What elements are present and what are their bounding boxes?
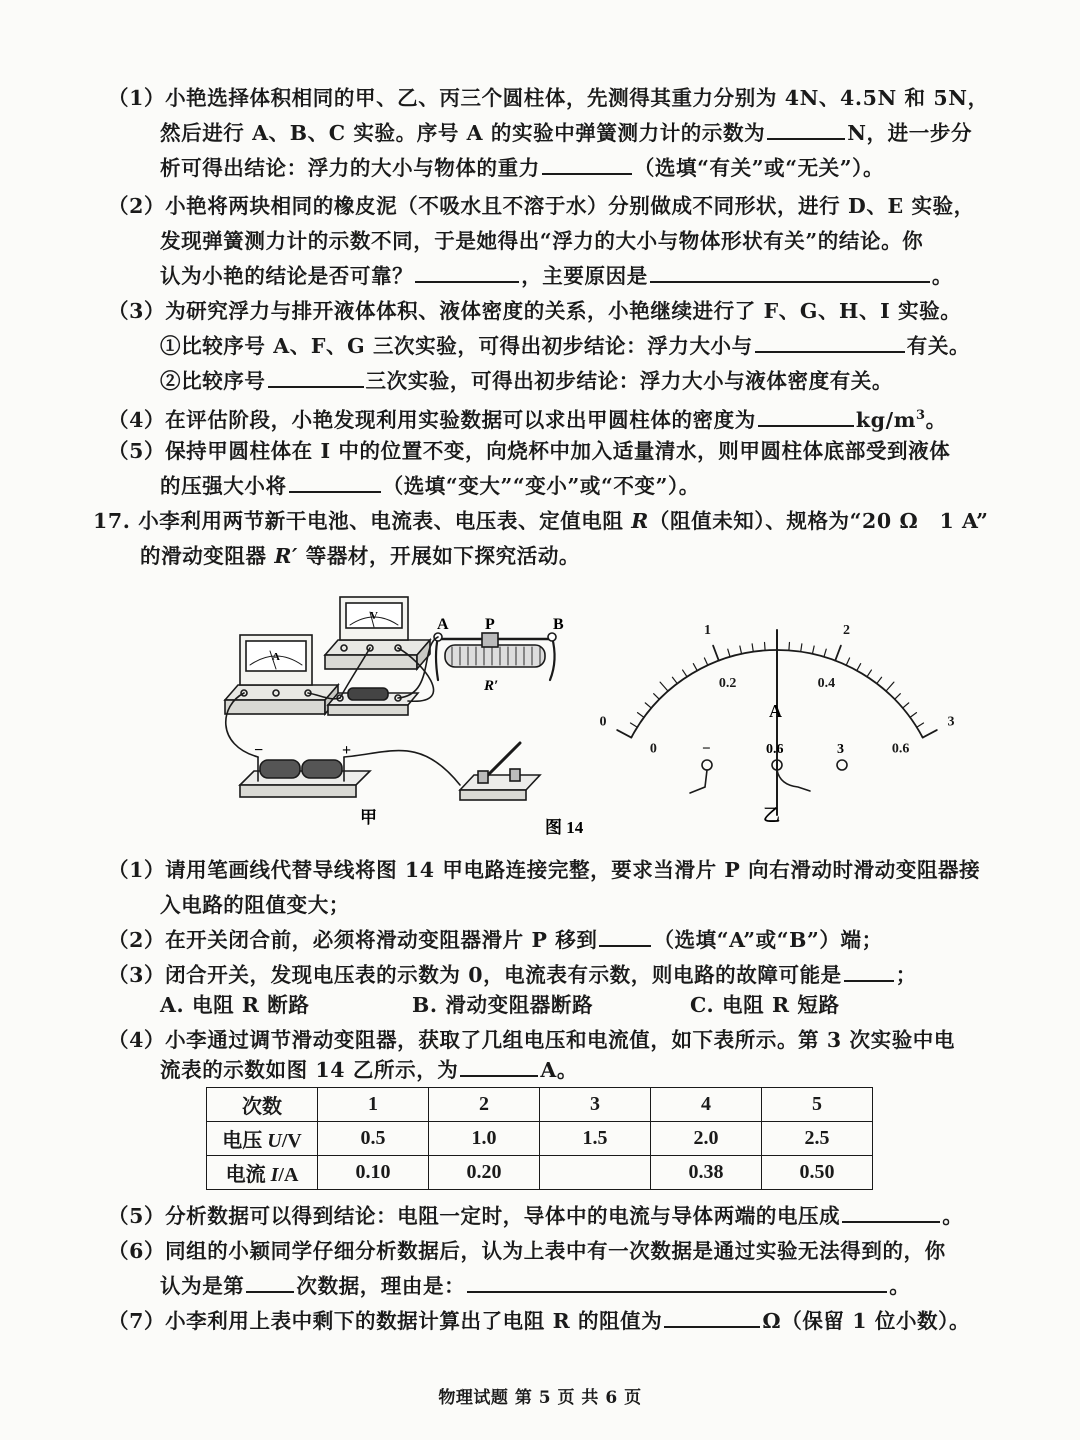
dial-tick bbox=[645, 703, 651, 708]
dial-scale-top-label: 0 bbox=[599, 714, 607, 730]
dial-tick bbox=[886, 682, 894, 691]
dial-tick bbox=[857, 664, 861, 671]
q16-p2-line3: 认为小艳的结论是否可靠？ ，主要原因是 。 bbox=[160, 264, 953, 288]
figure-caption: 图 14 bbox=[545, 818, 584, 837]
dial-scale-top-label: 3 bbox=[947, 714, 955, 730]
answer-blank[interactable] bbox=[460, 1057, 538, 1077]
terminal-p-label: P bbox=[485, 616, 495, 633]
dial-scale-top-label: 2 bbox=[843, 622, 851, 638]
q17-s4-line2: 流表的示数如图 14 乙所示，为 A。 bbox=[160, 1058, 579, 1082]
q17-s6-line1: （6）同组的小颖同学仔细分析数据后，认为上表中有一次数据是通过实验无法得到的，你 bbox=[108, 1239, 946, 1263]
q16-p3-line1: （3）为研究浮力与排开液体体积、液体密度的关系，小艳继续进行了 F、G、H、I 实验。 bbox=[108, 299, 962, 323]
answer-blank[interactable] bbox=[758, 407, 854, 427]
q16-p5-line2: 的压强大小将 （选填“变大”“变小”或“不变”）。 bbox=[160, 474, 700, 498]
terminal-3-label: 3 bbox=[837, 742, 844, 757]
switch bbox=[460, 743, 540, 800]
dial-tick bbox=[672, 677, 677, 683]
page-footer: 物理试题 第 5 页 共 6 页 bbox=[438, 1388, 642, 1408]
q16-p5-line1: （5）保持甲圆柱体在 I 中的位置不变，向烧杯中加入适量清水，则甲圆柱体底部受到液体 bbox=[108, 439, 951, 463]
ammeter-symbol: A bbox=[272, 651, 280, 663]
q17-s1-line2: 入电路的阻值变大； bbox=[160, 893, 350, 917]
table-cell: 电流 I/A bbox=[207, 1156, 318, 1190]
q16-p2-line2: 发现弹簧测力计的示数不同，于是她得出“浮力的大小与物体形状有关”的结论。你 bbox=[160, 229, 924, 253]
q17-stem-line2: 的滑动变阻器 R′ 等器材，开展如下探究活动。 bbox=[140, 544, 581, 568]
q17-s6-line2: 认为是第 次数据，理由是： 。 bbox=[160, 1274, 911, 1298]
dial-scale-bottom-label: 0.2 bbox=[718, 676, 737, 692]
battery-holder bbox=[240, 757, 370, 797]
q17-s3-option-a[interactable]: A. 电阻 R 断路 bbox=[160, 993, 310, 1017]
table-cell: 2.5 bbox=[762, 1122, 873, 1156]
dial-tick bbox=[846, 658, 849, 665]
table-cell: 0.38 bbox=[651, 1156, 762, 1190]
table-cell: 0.20 bbox=[429, 1156, 540, 1190]
q17-s5: （5）分析数据可以得到结论：电阻一定时，导体中的电流与导体两端的电压成 。 bbox=[108, 1204, 964, 1228]
circuit-diagram bbox=[225, 597, 556, 800]
answer-blank[interactable] bbox=[246, 1273, 294, 1293]
q17-s7: （7）小李利用上表中剩下的数据计算出了电阻 R 的阻值为 Ω（保留 1 位小数）。 bbox=[108, 1309, 971, 1333]
q16-p3-line2: ①比较序号 A、F、G 三次实验，可得出初步结论：浮力大小与 有关。 bbox=[160, 334, 971, 358]
dial-tick bbox=[693, 664, 697, 671]
q16-p4-line1: （4）在评估阶段，小艳发现利用实验数据可以求出甲圆柱体的密度为 $kg/m^3$。 bbox=[108, 407, 947, 432]
answer-blank[interactable] bbox=[268, 368, 364, 388]
terminals bbox=[690, 760, 847, 793]
dial-scale-bottom-label: 0.6 bbox=[891, 741, 910, 757]
dial-tick bbox=[683, 670, 687, 677]
dial-tick bbox=[740, 646, 742, 654]
dial-tick bbox=[923, 730, 937, 738]
table-cell: 0.5 bbox=[318, 1122, 429, 1156]
table-cell: 3 bbox=[540, 1088, 651, 1122]
q16-p1-line1: （1）小艳选择体积相同的甲、乙、丙三个圆柱体，先测得其重力分别为 4N、4.5N 和 5N， bbox=[108, 86, 989, 110]
q17-s3: （3）闭合开关，发现电压表的示数为 0，电流表有示数，则电路的故障可能是 ； bbox=[108, 963, 917, 987]
dial-scale-bottom-label: 0 bbox=[649, 741, 657, 757]
dial-scale-bottom-label: 0.4 bbox=[817, 676, 836, 692]
data-table bbox=[206, 1087, 873, 1190]
terminal-b-label: B bbox=[553, 616, 564, 633]
table-cell: 0.10 bbox=[318, 1156, 429, 1190]
dial-tick bbox=[704, 658, 707, 665]
dial-tick bbox=[867, 670, 871, 677]
table-cell: 次数 bbox=[207, 1088, 318, 1122]
dial-tick bbox=[824, 649, 826, 657]
dial-tick bbox=[728, 649, 730, 657]
dial-tick bbox=[812, 646, 814, 654]
answer-blank[interactable] bbox=[415, 263, 519, 283]
dial-tick bbox=[895, 694, 901, 700]
dial-tick bbox=[660, 682, 668, 691]
q17-stem-line1: 17. 小李利用两节新干电池、电流表、电压表、定值电阻 R（阻值未知）、规格为“20 Ω 1 A” bbox=[93, 509, 989, 533]
dial-tick bbox=[903, 703, 909, 708]
answer-blank[interactable] bbox=[844, 962, 894, 982]
dial-tick bbox=[789, 642, 790, 650]
answer-blank[interactable] bbox=[767, 120, 845, 140]
q16-p2-line1: （2）小艳将两块相同的橡皮泥（不吸水且不溶于水）分别做成不同形状，进行 D、E 实验， bbox=[108, 194, 975, 218]
table-cell: 1.5 bbox=[540, 1122, 651, 1156]
q17-s2: （2）在开关闭合前，必须将滑动变阻器滑片 P 移到 （选填“A”或“B”）端； bbox=[108, 928, 883, 952]
label-jia: 甲 bbox=[360, 808, 377, 827]
ammeter-dial bbox=[617, 630, 937, 815]
terminal-06-label: 0.6 bbox=[766, 742, 784, 757]
dial-tick bbox=[835, 646, 841, 661]
table-cell: 5 bbox=[762, 1088, 873, 1122]
dial-tick bbox=[638, 713, 644, 718]
answer-blank[interactable] bbox=[467, 1273, 887, 1293]
answer-blank[interactable] bbox=[664, 1308, 760, 1328]
table-cell-blank[interactable] bbox=[540, 1156, 651, 1190]
table-cell: 0.50 bbox=[762, 1156, 873, 1190]
q17-s3-option-b[interactable]: B. 滑动变阻器断路 bbox=[412, 993, 594, 1017]
q17-s1-line1: （1）请用笔画线代替导线将图 14 甲电路连接完整，要求当滑片 P 向右滑动时滑动变阻器接 bbox=[108, 858, 981, 882]
answer-blank[interactable] bbox=[650, 263, 930, 283]
voltmeter bbox=[325, 597, 430, 669]
answer-blank[interactable] bbox=[755, 333, 905, 353]
table-cell: 1 bbox=[318, 1088, 429, 1122]
figure-14 bbox=[220, 585, 955, 840]
dial-scale-top-label: 1 bbox=[703, 622, 711, 638]
q17-s4-line1: （4）小李通过调节滑动变阻器，获取了几组电压和电流值，如下表所示。第 3 次实验中电 bbox=[108, 1028, 955, 1052]
table-row-current bbox=[207, 1156, 873, 1190]
fixed-resistor bbox=[328, 688, 418, 715]
dial-tick bbox=[617, 730, 631, 738]
answer-blank[interactable] bbox=[842, 1203, 940, 1223]
q16-p3-line3: ②比较序号 三次实验，可得出初步结论：浮力大小与液体密度有关。 bbox=[160, 369, 893, 393]
dial-tick bbox=[752, 644, 753, 652]
table-cell: 4 bbox=[651, 1088, 762, 1122]
dial-tick bbox=[713, 646, 719, 661]
table-cell: 1.0 bbox=[429, 1122, 540, 1156]
terminal-minus-label: − bbox=[702, 741, 711, 757]
rheostat bbox=[434, 633, 556, 680]
answer-blank[interactable] bbox=[542, 155, 632, 175]
q17-s3-option-c[interactable]: C. 电阻 R 短路 bbox=[690, 993, 840, 1017]
q16-p1-line3: 析可得出结论：浮力的大小与物体的重力 （选填“有关”或“无关”）。 bbox=[160, 156, 885, 180]
label-yi: 乙 bbox=[763, 806, 780, 825]
table-cell: 电压 U/V bbox=[207, 1122, 318, 1156]
dial-tick bbox=[910, 713, 916, 718]
dial-tick bbox=[765, 642, 766, 650]
answer-blank[interactable] bbox=[599, 927, 651, 947]
terminal-a-label: A bbox=[437, 616, 449, 633]
ammeter bbox=[225, 635, 338, 714]
dial-unit-symbol: A bbox=[769, 701, 782, 721]
rheostat-label: R′ bbox=[484, 678, 499, 694]
dial-tick bbox=[631, 723, 638, 727]
table-cell: 2 bbox=[429, 1088, 540, 1122]
dial-tick bbox=[801, 644, 802, 652]
answer-blank[interactable] bbox=[289, 473, 381, 493]
battery-plus-label: + bbox=[342, 742, 352, 759]
voltmeter-symbol: V bbox=[370, 610, 378, 622]
q16-p1-line2: 然后进行 A、B、C 实验。序号 A 的实验中弹簧测力计的示数为 N，进一步分 bbox=[160, 121, 973, 145]
dial-tick bbox=[877, 677, 882, 683]
battery-minus-label: − bbox=[254, 742, 264, 759]
dial-tick bbox=[917, 723, 924, 727]
table-cell: 2.0 bbox=[651, 1122, 762, 1156]
table-row-voltage bbox=[207, 1122, 873, 1156]
table-header-row bbox=[207, 1088, 873, 1122]
dial-tick bbox=[654, 694, 660, 700]
